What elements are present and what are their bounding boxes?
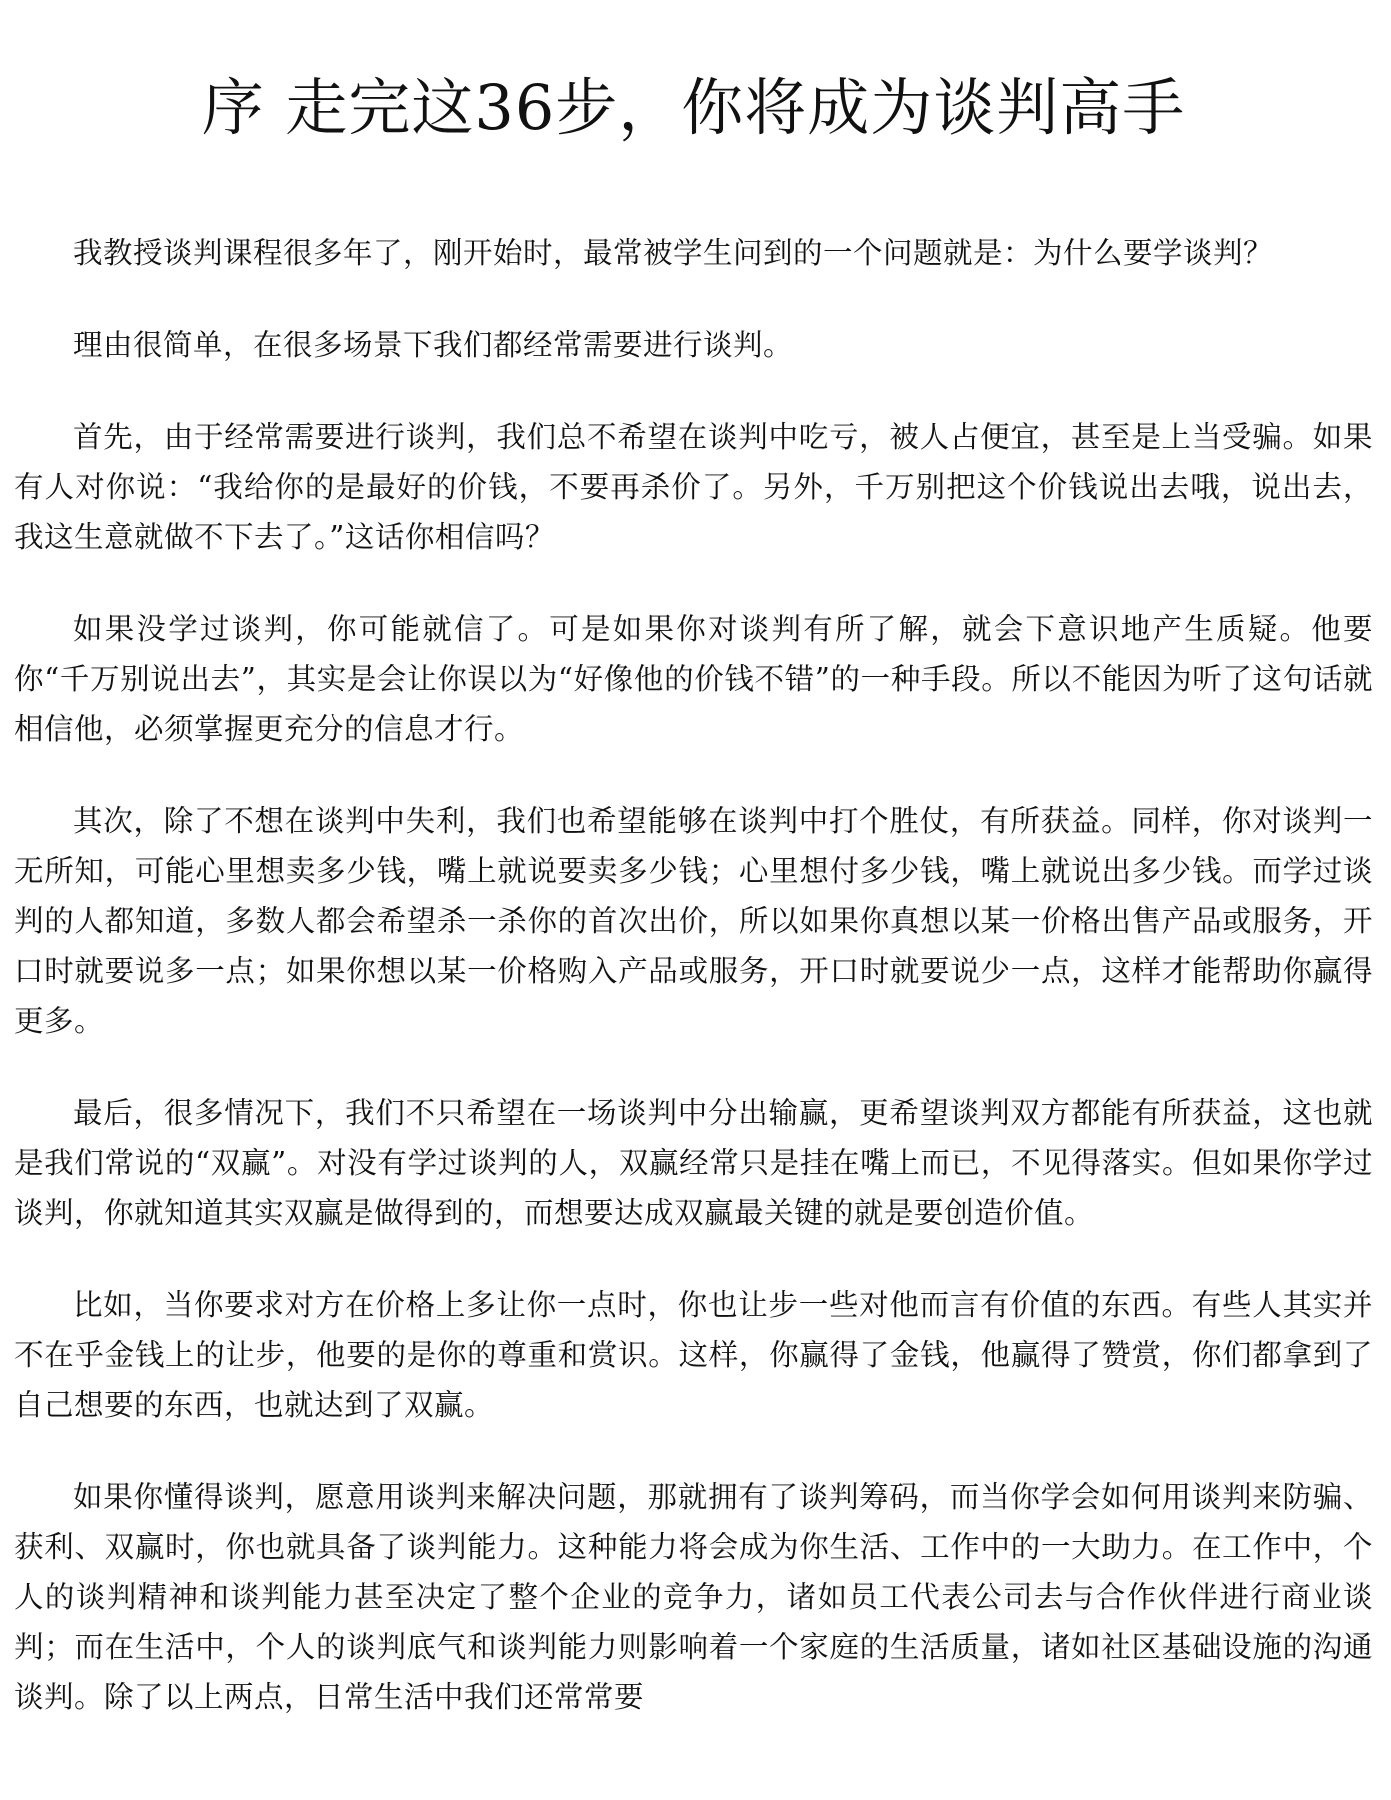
body-text	[14, 228, 1373, 1722]
paragraph-4: 如果没学过谈判，你可能就信了。可是如果你对谈判有所了解，就会下意识地产生质疑。他要你“千万别说出去”，其实是会让你误以为“好像他的价钱不错”的一种手段。所以不能因为听了这句话就相信他，必须掌握更充分的信息才行。	[14, 612, 1373, 746]
page-title: 序 走完这36步，你将成为谈判高手	[201, 71, 1186, 144]
paragraph-2: 理由很简单，在很多场景下我们都经常需要进行谈判。	[73, 328, 794, 362]
paragraph-8: 如果你懂得谈判，愿意用谈判来解决问题，那就拥有了谈判筹码，而当你学会如何用谈判来防骗、获利、双赢时，你也就具备了谈判能力。这种能力将会成为你生活、工作中的一大助力。在工作中，个人的谈判精神和谈判能力甚至决定了整个企业的竞争力，诸如员工代表公司去与合作伙伴进行商业谈判；而在生活中，个人的谈判底气和谈判能力则影响着一个家庭的生活质量，诸如社区基础设施的沟通谈判。除了以上两点，日常生活中我们还常常要	[14, 1480, 1373, 1714]
paragraph-7: 比如，当你要求对方在价格上多让你一点时，你也让步一些对他而言有价值的东西。有些人其实并不在乎金钱上的让步，他要的是你的尊重和赏识。这样，你赢得了金钱，他赢得了赞赏，你们都拿到了自己想要的东西，也就达到了双赢。	[14, 1288, 1373, 1422]
paragraph-3: 首先，由于经常需要进行谈判，我们总不希望在谈判中吃亏，被人占便宜，甚至是上当受骗。如果有人对你说：“我给你的是最好的价钱，不要再杀价了。另外，千万别把这个价钱说出去哦，说出去，我这生意就做不下去了。”这话你相信吗？	[14, 420, 1373, 554]
paragraph-1: 我教授谈判课程很多年了，刚开始时，最常被学生问到的一个问题就是：为什么要学谈判？	[73, 236, 1274, 270]
paragraph-5: 其次，除了不想在谈判中失利，我们也希望能够在谈判中打个胜仗，有所获益。同样，你对谈判一无所知，可能心里想卖多少钱，嘴上就说要卖多少钱；心里想付多少钱，嘴上就说出多少钱。而学过谈判的人都知道，多数人都会希望杀一杀你的首次出价，所以如果你真想以某一价格出售产品或服务，开口时就要说多一点；如果你想以某一价格购入产品或服务，开口时就要说少一点，这样才能帮助你赢得更多。	[14, 804, 1373, 1038]
paragraph-6: 最后，很多情况下，我们不只希望在一场谈判中分出输赢，更希望谈判双方都能有所获益，这也就是我们常说的“双赢”。对没有学过谈判的人，双赢经常只是挂在嘴上而已，不见得落实。但如果你学过谈判，你就知道其实双赢是做得到的，而想要达成双赢最关键的就是要创造价值。	[14, 1096, 1373, 1230]
